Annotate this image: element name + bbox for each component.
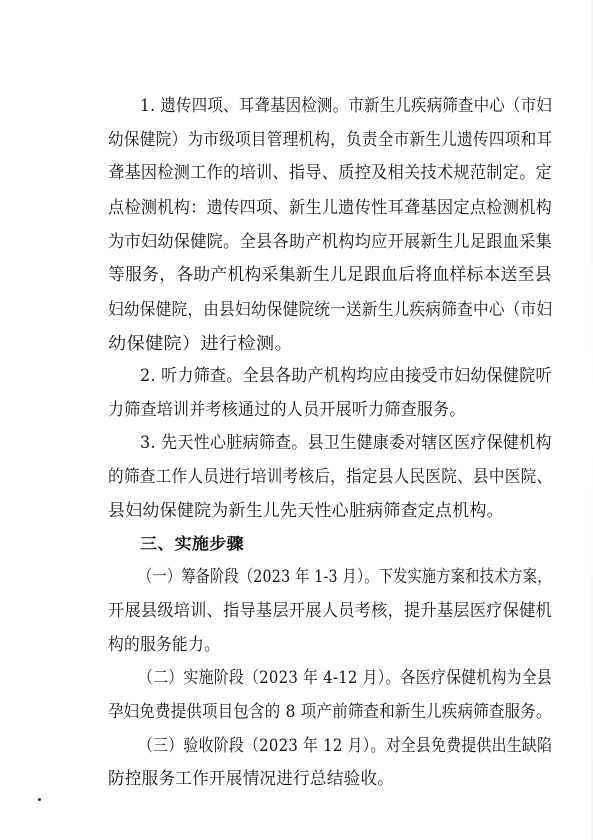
paragraph-1-line-8: 幼保健院）进行检测。 [108, 334, 293, 354]
paragraph-1-line-2: 幼保健院）为市级项目管理机构，负责全市新生儿遗传四项和耳 [108, 130, 553, 150]
paragraph-1-line-7: 妇幼保健院，由县妇幼保健院统一送新生儿疾病筛查中心（市妇 [108, 300, 553, 320]
stage-1-line-2: 开展县级培训、指导基层开展人员考核，提升基层医疗保健机 [108, 601, 553, 621]
stage-2-line-1: （二）实施阶段（2023 年 4-12 月）。各医疗保健机构为全县 [138, 668, 553, 688]
stage-1-line-1: （一）筹备阶段（2023 年 1-3 月）。下发实施方案和技术方案， [138, 567, 552, 587]
stage-2-line-2: 孕妇免费提供项目包含的 8 项产前筛查和新生儿疾病筛查服务。 [108, 702, 552, 722]
scan-speck [38, 798, 41, 801]
stage-3-line-1: （三）验收阶段（2023 年 12 月）。对全县免费提供出生缺陷 [138, 736, 553, 756]
stage-1-line-3: 构的服务能力。 [108, 635, 221, 655]
paragraph-1-line-3: 聋基因检测工作的培训、指导、质控及相关技术规范制定。定 [108, 163, 553, 183]
paragraph-3-line-2: 的筛查工作人员进行培训考核后，指定县人民医院、县中医院、 [108, 467, 553, 487]
paragraph-2-line-2: 力筛查培训并考核通过的人员开展听力筛查服务。 [108, 400, 466, 420]
paragraph-3-line-1: 3. 先天性心脏病筛查。县卫生健康委对辖区医疗保健机构 [140, 433, 552, 453]
paragraph-2-line-1: 2. 听力筛查。全县各助产机构均应由接受市妇幼保健院听 [140, 366, 552, 386]
paragraph-1-line-6: 等服务，各助产机构采集新生儿足跟血后将血样标本送至县 [108, 265, 552, 285]
paragraph-1-line-4: 点检测机构：遗传四项、新生儿遗传性耳聋基因定点检测机构 [108, 198, 553, 218]
stage-3-line-2: 防控服务工作开展情况进行总结验收。 [108, 769, 395, 789]
section-heading-implementation-steps: 三、实施步骤 [140, 534, 244, 553]
paragraph-3-line-3: 县妇幼保健院为新生儿先天性心脏病筛查定点机构。 [108, 501, 504, 521]
paragraph-1-line-5: 为市妇幼保健院。全县各助产机构均应开展新生儿足跟血采集 [108, 232, 553, 252]
paragraph-1-line-1: 1. 遗传四项、耳聋基因检测。市新生儿疾病筛查中心（市妇 [140, 96, 553, 116]
